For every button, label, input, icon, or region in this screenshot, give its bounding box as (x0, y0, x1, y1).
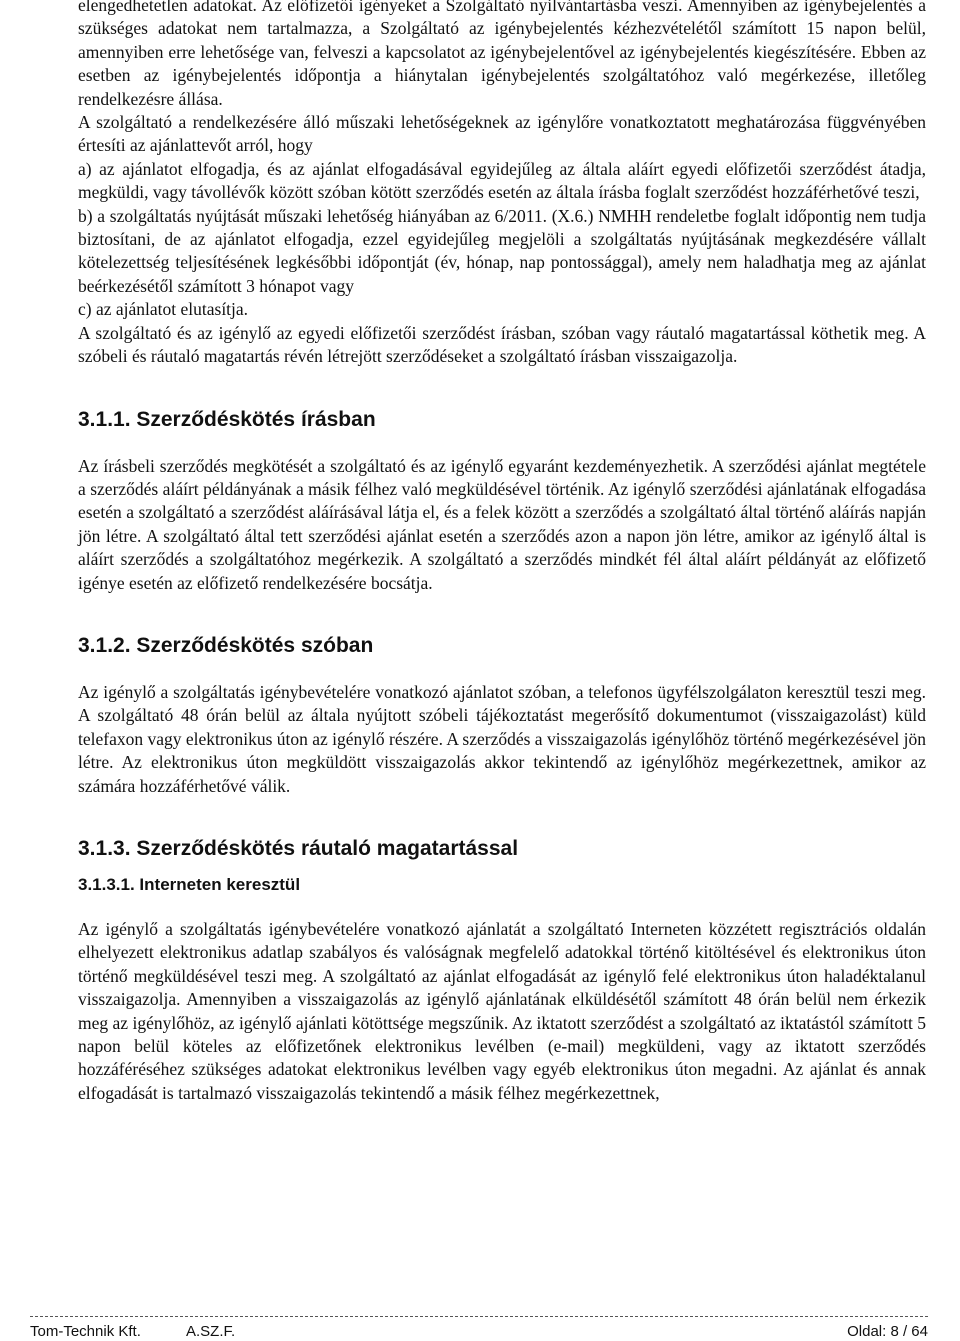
section-heading-311: 3.1.1. Szerződéskötés írásban (78, 407, 376, 431)
paragraph-notification: A szolgáltató a rendelkezésére álló műszaki lehetőségeknek az igénylőre vonatkoztatott meghatározása függvényében értesíti az ajánlattevőt arról, hogy (78, 112, 926, 156)
section-heading-313: 3.1.3. Szerződéskötés ráutaló magatartással (78, 836, 519, 860)
paragraph-intake: elengedhetetlen adatokat. Az előfizetői igényeket a Szolgáltató nyilvántartásba veszi. Amennyiben az igénybejelentés a szükséges adatokat nem tartalmazza, a Szolgáltató az igénybejelentés kézhezvételétől számított 15 napon belül, amennyiben erre lehetősége van, felveszi a kapcsolatot az igénybejelentővel az igénybejelentés kiegészítésére. Ebben az esetben az igénybejelentés időpontja a hiánytalan igénybejelentés szolgáltatóhoz való megérkezése, illetőleg rendelkezésre állása. (78, 0, 926, 109)
page-footer (30, 1323, 928, 1341)
paragraph-contract-forms: A szolgáltató és az igénylő az egyedi előfizetői szerződést írásban, szóban vagy ráutaló magatartással köthetik meg. A szóbeli és ráutaló magatartás révén létrejött szerződéseket a szolgáltató írásban visszaigazolja. (78, 322, 926, 367)
paragraph-option-c: c) az ajánlatot elutasítja. (78, 299, 249, 320)
footer-divider (30, 1316, 928, 1317)
section-body-311: Az írásbeli szerződés megkötését a szolgáltató és az igénylő egyaránt kezdeményezhetik. A szerződési ajánlat megtétele a szerződés aláírt példányának a másik félhez való megküldésével történik. Az igénylő szerződési ajánlatának elfogadása esetén a szolgáltató a szerződést aláírásával látja el, és a felek között a szerződés a szolgáltató által történő aláírás napján jön létre. A szolgáltató által tett szerződési ajánlat esetén a szerződés azon a napon jön létre, amikor az igénylő által is aláírt szerződés a szolgáltatóhoz megérkezik. A szolgáltató a szerződés mindkét fél által aláírt példányát az előfizető igénye esetén az előfizető rendelkezésére bocsátja. (78, 455, 926, 593)
section-heading-312: 3.1.2. Szerződéskötés szóban (78, 633, 374, 657)
paragraph-option-a: a) az ajánlatot elfogadja, és az ajánlat elfogadásával egyidejűleg az általa aláírt egyedi előfizetői szerződést átadja, megküldi, vagy távollévők között szóban kötött szerződés esetén az általa írásba foglalt szerződést hozzáférhetővé teszi, (78, 158, 926, 203)
subsection-body-3131: Az igénylő a szolgáltatás igénybevételére vonatkozó ajánlatát a szolgáltató Interneten közzétett regisztrációs oldalán elhelyezett elektronikus adatlap szabályos és valóságnak megfelelő adatokkal történő kitöltésével és elektronikus úton történő megküldésével teszi meg. A szolgáltató az ajánlat elfogadását az igénylő felé elektronikus úton haladéktalanul visszaigazolja. Amennyiben a visszaigazolás az igénylő ajánlatának elküldésétől számított 48 órán belül nem érkezik meg az igénylőhöz, az igénylő ajánlati kötöttsége megszűnik. Az iktatott szerződést a szolgáltató az iktatástól számított 5 napon belül köteles az előfizetőnek elektronikus levélben (e-mail) megküldeni, vagy az iktatott szerződés hozzáféréséhez szükséges adatokat elektronikus levélben vagy egyéb elektronikus úton megadni. Az ajánlat és annak elfogadását is tartalmazó visszaigazolás tekintendő a másik félhez megérkezettnek, (78, 918, 926, 1103)
page-content (78, 0, 926, 1105)
footer-company: Tom-Technik Kft. (30, 1323, 141, 1340)
paragraph-option-b: b) a szolgáltatás nyújtását műszaki lehetőség hiányában az 6/2011. (X.6.) NMHH rendeletbe foglalt időpontig nem tudja biztosítani, de az ajánlatot elfogadja, ezzel egyidejűleg megjelöli a szolgáltatás nyújtásának megkezdésére vállalt kötelezettség teljesítésének legkésőbbi időpontját (év, hónap, nap pontossággal), amely nem haladhatja meg az ajánlat beérkezésétől számított 3 hónapot vagy (78, 205, 926, 296)
subsection-heading-3131: 3.1.3.1. Interneten keresztül (78, 874, 301, 894)
footer-page-number: Oldal: 8 / 64 (847, 1323, 928, 1340)
section-body-312: Az igénylő a szolgáltatás igénybevételére vonatkozó ajánlatot szóban, a telefonos ügyfélszolgálaton keresztül teszi meg. A szolgáltató 48 órán belül az általa nyújtott szóbeli tájékoztatást megerősítő dokumentumot (visszaigazolást) küld telefaxon vagy elektronikus úton az igénylő részére. A szerződés a visszaigazolás igénylőhöz történő megérkezésével jön létre. Az elektronikus úton megküldött visszaigazolás akkor tekintendő az igénylőhöz megérkezettnek, amikor az számára hozzáférhetővé válik. (78, 681, 926, 796)
footer-document-code: A.SZ.F. (186, 1323, 236, 1340)
